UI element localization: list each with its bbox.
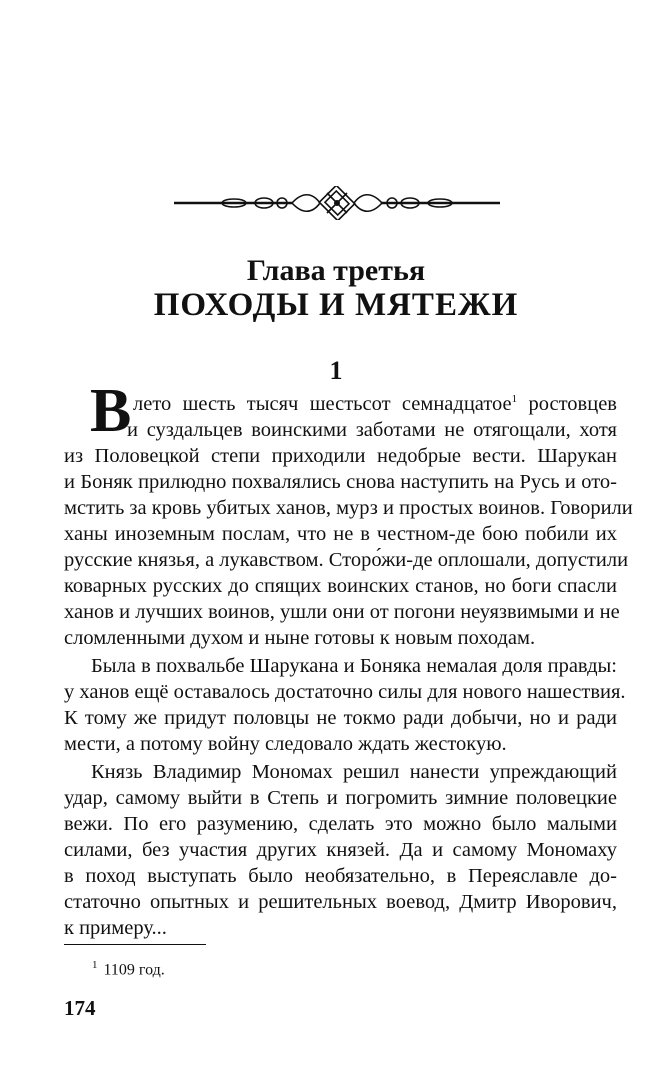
paragraph-line: Князь Владимир Мономах решил нанести упреждающий: [91, 761, 617, 783]
paragraph-line: Была в похвальбе Шарукана и Боняка немалая доля правды:: [91, 655, 617, 677]
paragraph-line: [133, 392, 617, 416]
footnote-text: 1109 год.: [103, 961, 165, 979]
chapter-title: ПОХОДЫ И МЯТЕЖИ: [153, 287, 519, 323]
paragraph-line: в поход выступать было необязательно, в Переяславле до-: [64, 865, 617, 887]
paragraph-line: ханы иноземным послам, что не в честном-де бою побили их: [64, 523, 617, 545]
knot-ornament-icon: [172, 186, 502, 220]
page-number: 174: [64, 996, 96, 1020]
section-number: 1: [329, 356, 343, 385]
paragraph-line: русские князья, а лукавством. Сторо́жи-де оплошали, допустили: [64, 549, 629, 571]
footnote-marker: 1: [92, 959, 98, 971]
paragraph-line: силами, без участия других князей. Да и самому Мономаху: [64, 839, 617, 861]
paragraph-line: вежи. По его разумению, сделать это можно было малыми: [64, 813, 617, 835]
paragraph-line: и Боняк прилюдно похвалялись снова наступить на Русь и ото-: [64, 471, 617, 493]
paragraph-line: из Половецкой степи приходили недобрые вести. Шарукан: [64, 445, 617, 467]
paragraph-line: К тому же придут половцы не токмо ради добычи, но и ради: [64, 707, 617, 729]
paragraph-line: коварных русских до спящих воинских станов, но боги спасли: [64, 575, 617, 597]
paragraph-line: у ханов ещё оставалось достаточно силы для нового нашествия.: [64, 681, 626, 703]
paragraph-line: статочно опытных и решительных воевод, Дмитр Иворович,: [64, 891, 617, 913]
footnote: [92, 955, 165, 980]
paragraph-line: мести, а потому войну следовало ждать жестокую.: [64, 733, 507, 755]
chapter-label: Глава третья: [246, 254, 426, 287]
footnote-reference: 1: [511, 393, 518, 406]
paragraph-line: мстить за кровь убитых ханов, мурз и простых воинов. Говорили: [64, 497, 633, 519]
paragraph-line: ханов и лучших воинов, ушли они от погони неуязвимыми и не: [64, 601, 620, 623]
paragraph-line: к примеру...: [64, 917, 167, 939]
footnote-divider: [64, 944, 206, 945]
paragraph-line: и суздальцев воинскими заботами не отягощали, хотя: [127, 419, 617, 441]
paragraph-line: сломленными духом и ныне готовы к новым походам.: [64, 627, 536, 649]
paragraph-text: ростовцев: [517, 393, 617, 415]
drop-cap-letter: В: [90, 377, 132, 445]
paragraph-line: удар, самому выйти в Степь и погромить зимние половецкие: [64, 787, 617, 809]
paragraph-text: лето шесть тысяч шестьсот семнадцатое: [133, 393, 512, 415]
